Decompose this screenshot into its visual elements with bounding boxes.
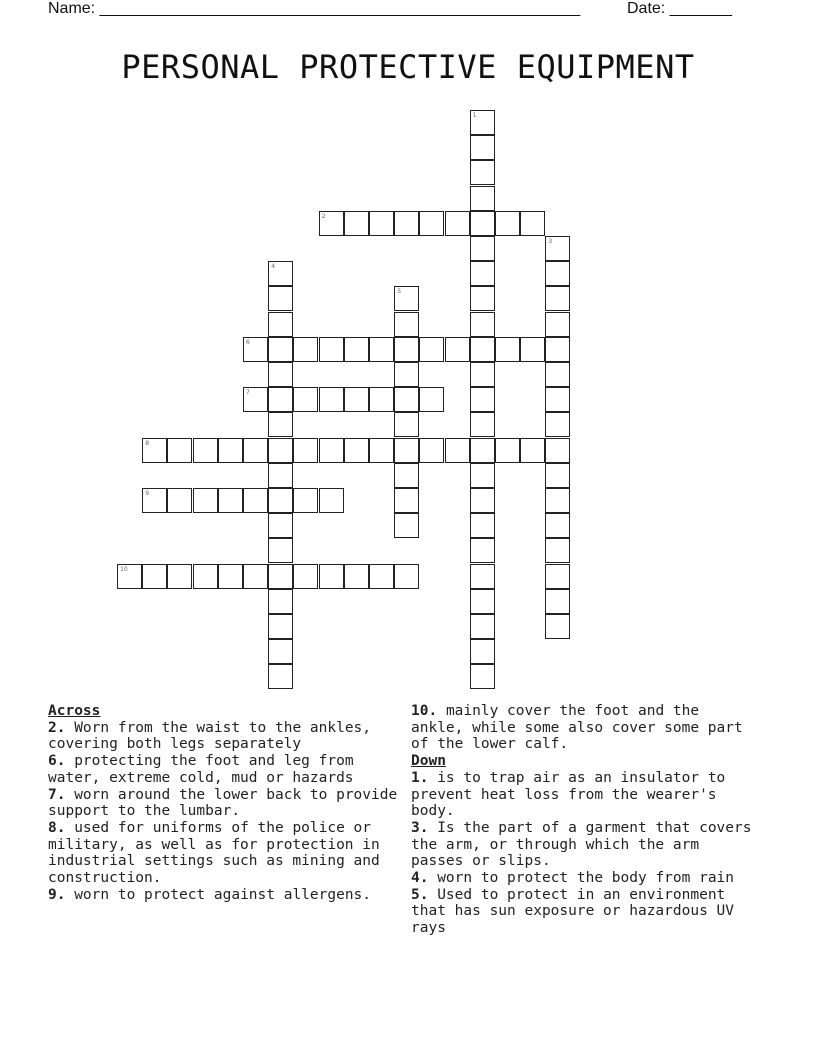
crossword-cell[interactable] (268, 337, 293, 362)
crossword-cell[interactable] (545, 261, 570, 286)
clue-text: Used to protect in an environment that has sun exposure or hazardous UV rays (411, 886, 735, 937)
crossword-cell[interactable] (545, 362, 570, 387)
cell-number: 3 (548, 238, 553, 245)
crossword-cell[interactable] (419, 337, 444, 362)
crossword-cell[interactable] (470, 362, 495, 387)
cell-number: 10 (120, 565, 128, 573)
crossword-cell[interactable] (470, 589, 495, 614)
crossword-cell[interactable] (470, 211, 495, 236)
clue-number: 2. (48, 719, 66, 736)
clue-number: 3. (411, 819, 429, 836)
clue-number: 8. (48, 819, 66, 836)
crossword-cell[interactable] (268, 513, 293, 538)
crossword-cell[interactable] (394, 564, 419, 589)
clue-across-7 (48, 787, 403, 820)
crossword-cell[interactable] (445, 438, 470, 463)
crossword-cell[interactable] (394, 286, 419, 311)
crossword-cell[interactable] (394, 337, 419, 362)
crossword-cell[interactable] (470, 186, 495, 211)
clue-text: worn around the lower back to provide support to the lumbar. (48, 786, 398, 820)
crossword-cell[interactable] (545, 412, 570, 437)
crossword-cell[interactable] (545, 387, 570, 412)
crossword-cell[interactable] (243, 387, 268, 412)
clue-down-5 (411, 887, 756, 937)
crossword-cell[interactable] (142, 488, 167, 513)
clue-across-8 (48, 820, 403, 887)
crossword-cell[interactable] (369, 337, 394, 362)
crossword-cell[interactable] (167, 488, 192, 513)
cell-number: 5 (397, 288, 402, 296)
crossword-cell[interactable] (243, 438, 268, 463)
crossword-cell[interactable] (470, 513, 495, 538)
crossword-cell[interactable] (470, 312, 495, 337)
clue-across-6 (48, 753, 403, 786)
crossword-cell[interactable] (167, 564, 192, 589)
crossword-cell[interactable] (243, 337, 268, 362)
crossword-cell[interactable] (394, 211, 419, 236)
crossword-cell[interactable] (344, 337, 369, 362)
crossword-cell[interactable] (142, 564, 167, 589)
crossword-cell[interactable] (419, 438, 444, 463)
crossword-cell[interactable] (545, 312, 570, 337)
cell-number: 8 (145, 439, 150, 447)
clue-across-2 (48, 720, 403, 753)
crossword-cell[interactable] (369, 438, 394, 463)
crossword-cell[interactable] (268, 538, 293, 563)
clue-text: Is the part of a garment that covers the arm, or through which the arm passes or slips. (411, 819, 752, 870)
clue-down-1 (411, 770, 756, 820)
crossword-cell[interactable] (268, 286, 293, 311)
crossword-cell[interactable] (193, 564, 218, 589)
crossword-cell[interactable] (268, 387, 293, 412)
down-heading: Down (411, 753, 446, 770)
crossword-cell[interactable] (470, 538, 495, 563)
crossword-cell[interactable] (470, 387, 495, 412)
clues-column-right (411, 703, 756, 937)
crossword-cell[interactable] (394, 312, 419, 337)
crossword-cell[interactable] (369, 564, 394, 589)
date-field-label: Date: _______ (627, 0, 732, 17)
crossword-cell[interactable] (470, 110, 495, 135)
crossword-cell[interactable] (218, 488, 243, 513)
crossword-cell[interactable] (495, 211, 520, 236)
crossword-cell[interactable] (394, 412, 419, 437)
crossword-cell[interactable] (319, 488, 344, 513)
crossword-cell[interactable] (470, 564, 495, 589)
crossword-cell[interactable] (495, 337, 520, 362)
crossword-cell[interactable] (293, 438, 318, 463)
crossword-cell[interactable] (369, 211, 394, 236)
crossword-cell[interactable] (545, 513, 570, 538)
crossword-cell[interactable] (268, 564, 293, 589)
crossword-cell[interactable] (419, 387, 444, 412)
crossword-cell[interactable] (394, 362, 419, 387)
crossword-cell[interactable] (319, 211, 344, 236)
crossword-cell[interactable] (545, 337, 570, 362)
crossword-cell[interactable] (545, 564, 570, 589)
crossword-cell[interactable] (470, 261, 495, 286)
crossword-cell[interactable] (545, 236, 570, 261)
crossword-cell[interactable] (319, 337, 344, 362)
crossword-cell[interactable] (268, 463, 293, 488)
crossword-cell[interactable] (419, 211, 444, 236)
crossword-cell[interactable] (545, 589, 570, 614)
crossword-cell[interactable] (394, 438, 419, 463)
crossword-cell[interactable] (268, 664, 293, 689)
crossword-cell[interactable] (470, 337, 495, 362)
crossword-cell[interactable] (369, 387, 394, 412)
crossword-cell[interactable] (268, 639, 293, 664)
name-field-label: Name: ______________________________________________________ (48, 0, 581, 17)
clue-down-3 (411, 820, 756, 870)
crossword-cell[interactable] (470, 412, 495, 437)
crossword-cell[interactable] (545, 438, 570, 463)
clue-text: is to trap air as an insulator to prevent heat loss from the wearer's body. (411, 769, 726, 820)
clue-number: 7. (48, 786, 66, 803)
crossword-cell[interactable] (344, 564, 369, 589)
crossword-cell[interactable] (470, 614, 495, 639)
crossword-cell[interactable] (268, 312, 293, 337)
crossword-cell[interactable] (445, 337, 470, 362)
clue-across-9 (48, 887, 403, 904)
clue-across-10 (411, 703, 756, 753)
crossword-cell[interactable] (545, 538, 570, 563)
crossword-cell[interactable] (293, 337, 318, 362)
crossword-cell[interactable] (142, 438, 167, 463)
crossword-cell[interactable] (394, 463, 419, 488)
crossword-cell[interactable] (520, 337, 545, 362)
crossword-cell[interactable] (319, 387, 344, 412)
crossword-cell[interactable] (293, 387, 318, 412)
crossword-cell[interactable] (268, 589, 293, 614)
across-heading: Across (48, 703, 101, 719)
crossword-cell[interactable] (268, 412, 293, 437)
cell-number: 2 (321, 212, 326, 220)
crossword-cell[interactable] (470, 135, 495, 160)
crossword-cell[interactable] (268, 488, 293, 513)
clue-number: 5. (411, 886, 429, 903)
crossword-cell[interactable] (445, 211, 470, 236)
crossword-cell[interactable] (193, 488, 218, 513)
crossword-cell[interactable] (117, 564, 142, 589)
clue-text: mainly cover the foot and the ankle, while some also cover some part of the lower calf. (411, 703, 743, 753)
crossword-cell[interactable] (319, 438, 344, 463)
clue-text: worn to protect the body from rain (437, 870, 735, 887)
crossword-cell[interactable] (293, 564, 318, 589)
clue-text: protecting the foot and leg from water, extreme cold, mud or hazards (48, 753, 354, 786)
crossword-cell[interactable] (545, 614, 570, 639)
crossword-cell[interactable] (268, 261, 293, 286)
clue-down-4 (411, 870, 756, 887)
crossword-cell[interactable] (344, 211, 369, 236)
clue-number: 6. (48, 753, 66, 770)
crossword-cell[interactable] (394, 488, 419, 513)
crossword-cell[interactable] (344, 387, 369, 412)
crossword-cell[interactable] (394, 513, 419, 538)
clue-number: 10. (411, 703, 438, 719)
crossword-cell[interactable] (394, 387, 419, 412)
crossword-cell[interactable] (520, 211, 545, 236)
crossword-cell[interactable] (243, 488, 268, 513)
cell-number: 6 (246, 338, 250, 346)
clue-text: worn to protect against allergens. (74, 886, 372, 903)
crossword-cell[interactable] (470, 639, 495, 664)
crossword-cell[interactable] (470, 160, 495, 185)
cell-number: 7 (246, 389, 250, 397)
crossword-cell[interactable] (243, 564, 268, 589)
crossword-cell[interactable] (268, 362, 293, 387)
clue-number: 4. (411, 870, 429, 887)
clue-text: Worn from the waist to the ankles, covering both legs separately (48, 719, 372, 753)
crossword-cell[interactable] (193, 438, 218, 463)
crossword-cell[interactable] (545, 488, 570, 513)
cell-number: 9 (145, 490, 150, 497)
puzzle-title: PERSONAL PROTECTIVE EQUIPMENT (121, 48, 695, 86)
crossword-cell[interactable] (470, 488, 495, 513)
crossword-cell[interactable] (495, 438, 520, 463)
crossword-cell[interactable] (293, 488, 318, 513)
crossword-cell[interactable] (520, 438, 545, 463)
crossword-cell[interactable] (268, 438, 293, 463)
clues-column-left (48, 703, 403, 903)
crossword-cell[interactable] (268, 614, 293, 639)
cell-number: 1 (472, 112, 477, 119)
crossword-cell[interactable] (470, 286, 495, 311)
crossword-cell[interactable] (218, 564, 243, 589)
crossword-cell[interactable] (545, 286, 570, 311)
cell-number: 4 (271, 263, 276, 271)
crossword-cell[interactable] (167, 438, 192, 463)
crossword-cell[interactable] (470, 664, 495, 689)
crossword-cell[interactable] (545, 463, 570, 488)
crossword-cell[interactable] (470, 236, 495, 261)
crossword-cell[interactable] (470, 463, 495, 488)
crossword-cell[interactable] (344, 438, 369, 463)
crossword-cell[interactable] (218, 438, 243, 463)
clue-text: used for uniforms of the police or military, as well as for protection in industrial settings such as mining and construction. (48, 819, 380, 887)
crossword-cell[interactable] (470, 438, 495, 463)
clue-number: 1. (411, 769, 429, 786)
crossword-cell[interactable] (319, 564, 344, 589)
clue-number: 9. (48, 886, 66, 903)
